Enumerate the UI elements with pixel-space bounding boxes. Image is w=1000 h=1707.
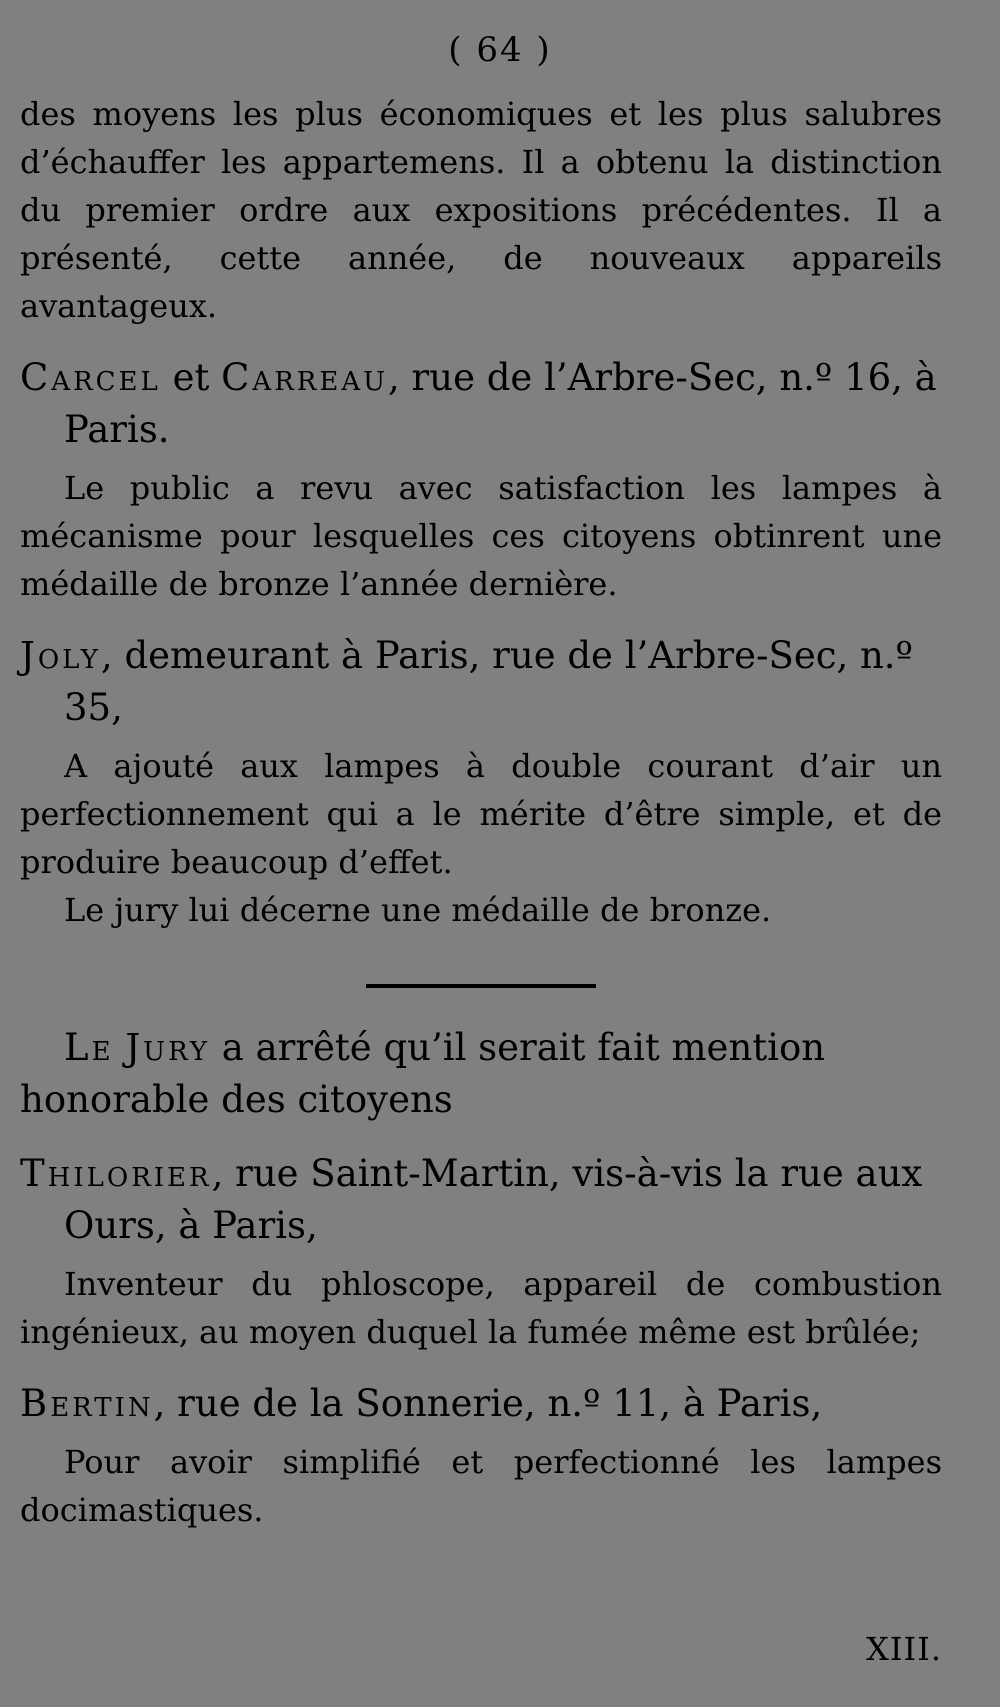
signature-mark: XIII.: [866, 1630, 942, 1668]
entry-name-carcel: Carcel: [20, 356, 161, 399]
entry-heading-carcel: [20, 352, 942, 456]
entry-heading-thilorier: [20, 1148, 942, 1252]
paragraph-joly-body: A ajouté aux lampes à double courant d’air un perfectionnement qui a le mérite d’être simple, et de produire beaucoup d’effet.: [20, 747, 942, 881]
entry-name-joly: Joly: [20, 634, 101, 677]
entry-conjunction: et: [160, 356, 222, 399]
paragraph-heating: des moyens les plus économiques et les plus salubres d’échauffer les appartemens. Il a obtenu la distinction du premier ordre aux expositions précédentes. Il a présenté, cette année, de nouveaux appareils avantageux.: [20, 95, 942, 325]
entry-heading-joly: [20, 630, 942, 734]
jury-mention-text: a arrêté qu’il serait fait mention honorable des citoyens: [20, 1026, 826, 1121]
entry-heading-bertin: [20, 1378, 942, 1430]
entry-name-thilorier: Thilorier: [20, 1152, 212, 1195]
entry-name-bertin: Bertin: [20, 1382, 154, 1425]
entry-address-carcel: , rue de l’Arbre-Sec, n.º 16, à Paris.: [64, 356, 937, 451]
entry-address-thilorier: , rue Saint-Martin, vis-à-vis la rue aux Ours, à Paris,: [64, 1152, 923, 1247]
page-number: ( 64 ): [448, 30, 552, 70]
entry-address-bertin: , rue de la Sonnerie, n.º 11, à Paris,: [153, 1382, 823, 1425]
paragraph-carcel-body: Le public a revu avec satisfaction les lampes à mécanisme pour lesquelles ces citoyens obtinrent une médaille de bronze l’année dernière.: [20, 469, 942, 603]
entry-address-joly: , demeurant à Paris, rue de l’Arbre-Sec, n.º 35,: [64, 634, 913, 729]
jury-word: Jury: [125, 1026, 211, 1069]
paragraph-bertin-body: Pour avoir simplifié et perfectionné les lampes docimastiques.: [20, 1443, 942, 1529]
jury-article: Le: [64, 1026, 114, 1069]
paragraph-thilorier-body: Inventeur du phloscope, appareil de combustion ingénieux, au moyen duquel la fumée même est brûlée;: [20, 1265, 942, 1351]
section-divider: [366, 984, 596, 988]
jury-mention-heading: [20, 1022, 942, 1126]
paragraph-joly-award: Le jury lui décerne une médaille de bronze.: [64, 891, 772, 929]
body-text: [20, 90, 942, 1534]
entry-name-carreau: Carreau: [221, 356, 389, 399]
